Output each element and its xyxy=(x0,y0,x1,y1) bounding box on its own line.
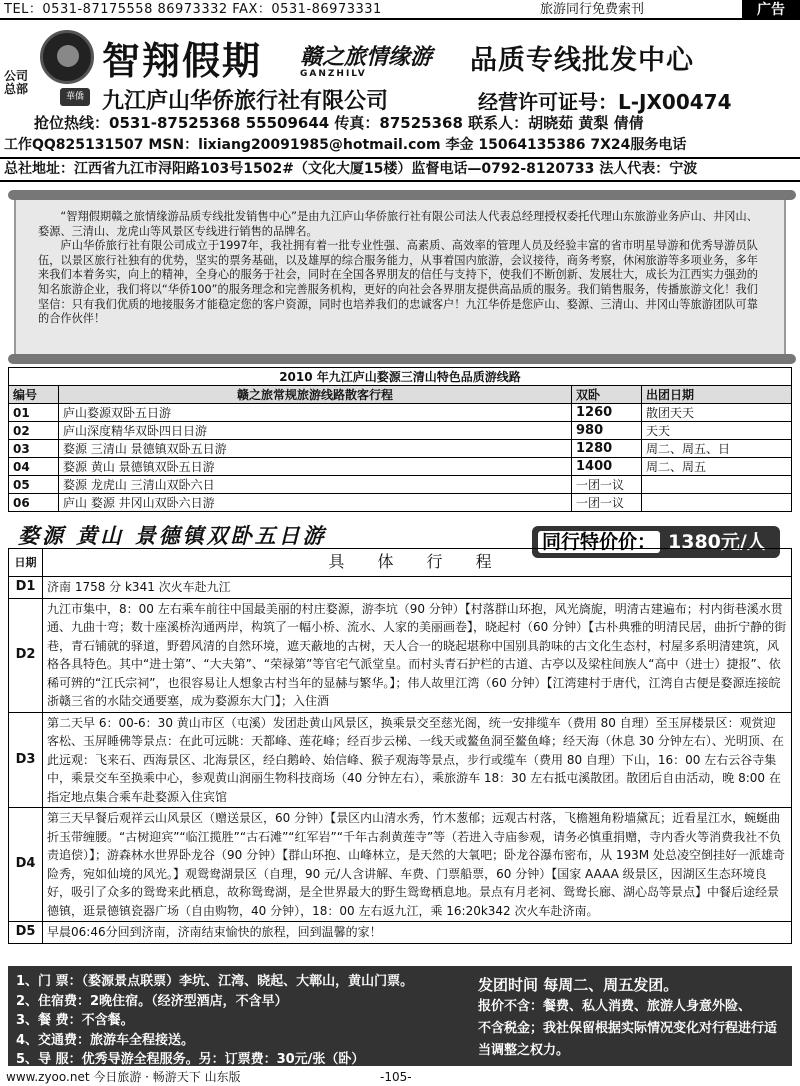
company-logo-icon xyxy=(40,30,94,84)
page-number: -105- xyxy=(380,1070,412,1084)
itinerary-header xyxy=(9,549,792,577)
routes-title: 2010 年九江庐山婺源三清山特色品质游线路 xyxy=(9,368,792,386)
route-dates: 周二、周五、日 xyxy=(642,440,792,458)
route-name: 婺源 三清山 景德镇双卧五日游 xyxy=(59,440,572,458)
route-price: 1400 xyxy=(572,458,642,476)
price-label: 同行特价价： xyxy=(538,531,660,553)
routes-table xyxy=(8,367,792,512)
table-row xyxy=(9,808,792,922)
service-item: 1、门 票：（婺源景点联票）李坑、江湾、晓起、大鄣山，黄山门票。 xyxy=(16,974,414,989)
route-id: 03 xyxy=(9,440,59,458)
day-label: D3 xyxy=(9,712,43,808)
table-row xyxy=(9,598,792,712)
service-item: 5、导 服：优秀导游全程服务。另：订票费：30元/张（卧） xyxy=(16,1052,365,1067)
service-list xyxy=(16,972,413,1070)
day-label: D4 xyxy=(9,808,43,922)
route-price: 一团一议 xyxy=(572,476,642,494)
table-row xyxy=(9,577,792,599)
top-contact: TEL：0531-87175558 86973332 FAX：0531-86973331 xyxy=(4,2,382,17)
address: 总社地址：江西省九江市浔阳路103号1502#（文化大厦15楼）监督电话—0792-8120733 法人代表：宁波 xyxy=(4,161,698,177)
departure-info xyxy=(478,974,784,1062)
table-row xyxy=(9,476,792,494)
intro-paragraph-2: 庐山华侨旅行社有限公司成立于1997年，我社拥有着一批专业性强、高素质、高效率的管理人员及经验丰富的省市明星导游和优秀导游员队伍，以景区旅行社独有的优势，坚实的票务基础，以及雄厚的综合服务能力，从事着国内旅游，会议接待，商务考察，休闲旅游等多项业务，多年来我们本着务实，向上的精神，全身心的服务于社会，同时在全国各界朋友的信任与支持下，使我们不断创新、发展壮大，成长为江西实力强劲的知名旅游企业，我们将以“华侨100”的服务理念和完善服务机构，更好的向社会各界朋友提供高品质的服务。我们销售服务，传播旅游文化！我们坚信：只有我们优质的地接服务才能稳定您的客户资源，同时也培养我们的忠诚客户！九江华侨是您庐山、婺源、三清山、井冈山等旅游团队可靠的合作伙伴！ xyxy=(38,239,758,326)
route-price: 1280 xyxy=(572,440,642,458)
route-id: 01 xyxy=(9,404,59,422)
company-name: 九江庐山华侨旅行社有限公司 xyxy=(102,89,389,114)
table-row xyxy=(9,494,792,512)
table-row xyxy=(9,712,792,808)
divider xyxy=(0,180,800,182)
col-day: 日期 xyxy=(9,549,43,577)
table-row xyxy=(9,422,792,440)
route-dates: 周二、周五 xyxy=(642,458,792,476)
price-exclusions: 报价不含：餐费、私人消费、旅游人身意外险、 xyxy=(478,999,752,1014)
table-row xyxy=(9,922,792,944)
info-box xyxy=(8,966,792,1066)
service-item: 3、餐 费：不含餐。 xyxy=(16,1013,134,1028)
route-dates: 散团天天 xyxy=(642,404,792,422)
intro-text xyxy=(38,210,758,327)
table-row xyxy=(9,440,792,458)
col-header: 出团日期 xyxy=(642,386,792,404)
day-plan: 第二天早 6：00-6：30 黄山市区（屯溪）发团赴黄山风景区，换乘景交至慈光阁，统一安排缆车（费用 80 自理）至玉屏楼景区：观赏迎客松、玉屏睡佛等景点：在此可远眺：天都峰、莲花峰；经百步云梯、一线天或鳌鱼洞至鳌鱼峰；经天海（休息 30 分钟左右）、光明顶、在此远观：飞来石、西海景区、北海景区，经白鹅岭、始信峰、猴子观海等景点，步行或缆车（费用 80 自理）下山，16：00 左右云谷寺集中，乘景交车至换乘中心，参观黄山润丽生物科技商场（40 分钟左右），乘旅游车 18：30 左右抵屯溪散团。散团后自由活动，晚 8:00 在指定地点集合乘车赴婺源入住宾馆 xyxy=(43,712,792,808)
route-dates: 天天 xyxy=(642,422,792,440)
scroll-rod-bottom xyxy=(8,354,796,364)
intro-scroll xyxy=(14,194,786,360)
route-dates xyxy=(642,476,792,494)
route-name: 庐山 婺源 井冈山双卧六日游 xyxy=(59,494,572,512)
route-name: 庐山婺源双卧五日游 xyxy=(59,404,572,422)
hq-label: 公司总部 xyxy=(4,69,29,96)
license-number: 经营许可证号：L-JX00474 xyxy=(478,90,732,114)
route-id: 04 xyxy=(9,458,59,476)
day-plan: 九江市集中，8：00 左右乘车前往中国最美丽的村庄婺源，游李坑（90 分钟）【村落群山环抱，风光旖旎，明清古建遍布；村内街巷溪水贯通、九曲十弯；数十座溪桥沟通两岸，构筑了一幅小桥、流水、人家的美丽画卷】，晓起村（60 分钟）【古朴典雅的明清民居，曲折宁静的街巷，青石铺就的驿道，野碧风清的自然环境，遮天蔽地的古树，天人合一的晓起堪称中国别具韵味的古文化生态村，村屋多系明清建筑，风格各具特色。其中“进士第”、“大夫第”、“荣禄第”等官宅气派堂皇。而村头青石护栏的古道、古亭以及梁柱间族人“高中（进士）捷报”、依稀可辨的“江氏宗祠”，也很容易让人想象古村当年的显赫与繁华。】；伟人故里江湾（60 分钟）【江湾建村于唐代，江湾自古便是婺源连接皖浙赣三省的水陆交通要塞，成为婺源东大门】；入住酒 xyxy=(43,598,792,712)
gz-sub: GANZHILV xyxy=(300,69,367,79)
price-value: 1380元/人 xyxy=(668,531,766,553)
scroll-rod-top xyxy=(8,190,796,200)
depart-time: 发团时间 每周二、周五发团。 xyxy=(478,976,679,994)
col-header: 赣之旅常规旅游线路散客行程 xyxy=(59,386,572,404)
day-plan: 早晨06:46分回到济南，济南结束愉快的旅程，回到温馨的家！ xyxy=(43,922,792,944)
tax-note: 不含税金；我社保留根据实际情况变化对行程进行适当调整之权力。 xyxy=(478,1021,778,1058)
day-plan: 济南 1758 分 k341 次火车赴九江 xyxy=(43,577,792,599)
day-label: D5 xyxy=(9,922,43,944)
route-id: 02 xyxy=(9,422,59,440)
col-header: 双卧 xyxy=(572,386,642,404)
divider xyxy=(0,157,800,159)
huaqiao-badge: 華僑 xyxy=(60,88,90,106)
itinerary-title: 婺源 黄山 景德镇双卧五日游 xyxy=(18,524,327,548)
intro-paragraph-1: “智翔假期赣之旅情缘游品质专线批发销售中心”是由九江庐山华侨旅行社有限公司法人代表总经理授权委托代理山东旅游业务庐山、井冈山、婺源、三清山、龙虎山等风景区专线进行销售的品牌名。 xyxy=(38,210,758,238)
top-slogan: 旅游同行免费索刊 xyxy=(540,2,645,17)
footer xyxy=(0,1068,800,1086)
route-name: 婺源 龙虎山 三清山双卧六日 xyxy=(59,476,572,494)
col-header: 编号 xyxy=(9,386,59,404)
footer-site: www.zyoo.net 今日旅游 · 畅游天下 山东版 xyxy=(6,1070,241,1084)
table-row xyxy=(9,404,792,422)
work-contacts: 工作QQ825131507 MSN：lixiang20091985@hotmail.com 李金 15064135386 7X24服务电话 xyxy=(4,137,687,153)
gz-logo xyxy=(300,40,432,79)
route-dates xyxy=(642,494,792,512)
service-item: 2、住宿费：2晚住宿。（经济型酒店，不含早） xyxy=(16,993,288,1009)
quality-title: 品质专线批发中心 xyxy=(470,45,694,76)
route-price: 一团一议 xyxy=(572,494,642,512)
table-row xyxy=(9,458,792,476)
hotline: 抢位热线：0531-87525368 55509644 传真：87525368 联系人：胡晓茹 黄梨 倩倩 xyxy=(34,114,644,132)
day-label: D1 xyxy=(9,577,43,599)
gz-title: 赣之旅情缘游 xyxy=(300,45,433,70)
route-name: 庐山深度精华双卧四日日游 xyxy=(59,422,572,440)
ad-badge: 广告 xyxy=(742,0,800,20)
route-id: 06 xyxy=(9,494,59,512)
day-label: D2 xyxy=(9,598,43,712)
route-name: 婺源 黄山 景德镇双卧五日游 xyxy=(59,458,572,476)
route-price: 1260 xyxy=(572,404,642,422)
day-plan: 第三天早餐后观祥云山风景区（赠送景区，60 分钟）【景区内山清水秀，竹木葱郁；远观古村落，飞檐翘角粉墙黛瓦；近看星江水，蜿蜒曲折玉带缠腰。“古树迎宾”“临江揽胜”“古石滩”“红军岩”“千年古刹黄莲寺”等（若进入寺庙参观，请务必慎重捐赠，寺内香火等消费我社不负责追偿）】；游森林水世界卧龙谷（90 分钟）【群山环抱、山峰林立，是天然的大氧吧；卧龙谷瀑布密布，从 193M 处总凌空倒挂好一派雄奇险秀，宛如仙境的风光。】观鸳鸯湖景区（自理，90 元/人含讲解、车费、门票船票，60 分钟）【国家 AAAA 级景区，因湖区生态环境良好，吸引了众多的鸳鸯来此栖息，故称鸳鸯湖，是全世界最大的野生鸳鸯栖息地。景点有月老祠、鸳鸯长廊、湖心岛等景点】中餐后途经景德镇，逛景德镇瓷器广场（自由购物，40 分钟），18：00 左右返九江，乘 16:20k342 次火车赴济南。 xyxy=(43,808,792,922)
route-id: 05 xyxy=(9,476,59,494)
col-plan: 具 体 行 程 xyxy=(43,549,792,577)
route-price: 980 xyxy=(572,422,642,440)
service-item: 4、交通费：旅游车全程接送。 xyxy=(16,1032,195,1048)
itinerary-table xyxy=(8,548,792,944)
top-bar xyxy=(0,0,800,20)
brand-name: 智翔假期 xyxy=(102,38,263,83)
